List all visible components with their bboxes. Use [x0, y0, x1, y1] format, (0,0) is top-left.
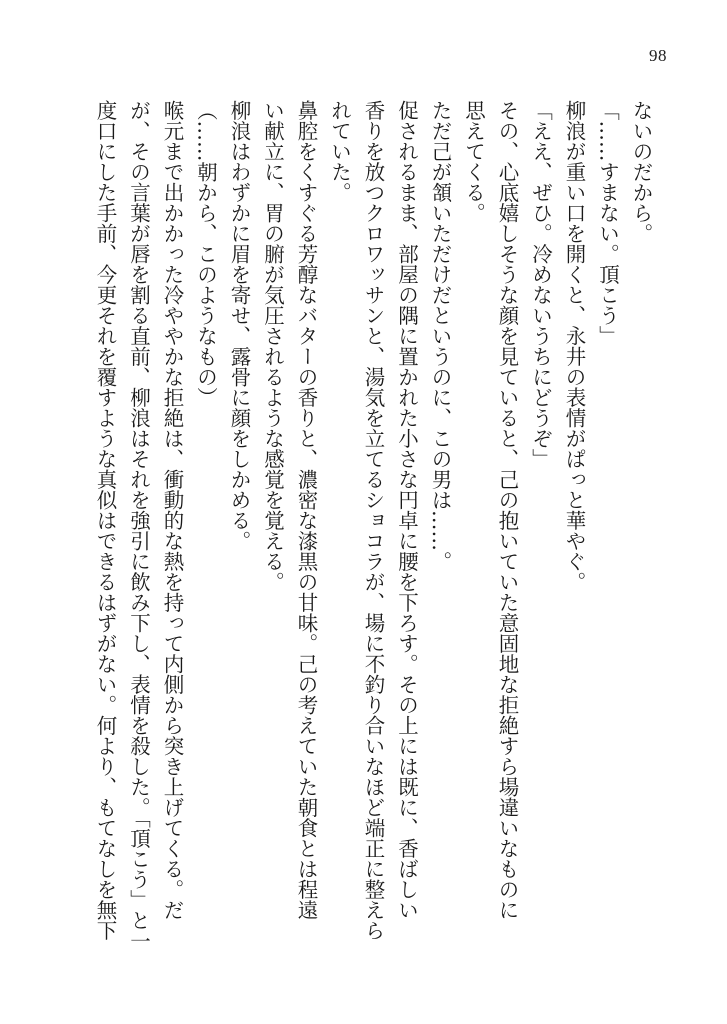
- text-line: 思えてくる。: [461, 100, 486, 223]
- text-line: 「……すまない。頂こう」: [595, 100, 620, 346]
- text-line: その、心底嬉しそうな顔を見ていると、己の抱いていた意固地な拒絶すら場違いなものに: [495, 100, 519, 920]
- text-line: （……朝から、このようなもの）: [193, 100, 218, 408]
- text-line: 柳浪はわずかに眉を寄せ、露骨に顔をしかめる。: [227, 100, 251, 551]
- text-line: ないのだから。: [629, 100, 653, 244]
- text-line: 促されるまま、部屋の隅に置かれた小さな円卓に腰を下ろす。その上には既に、香ばしい: [394, 100, 419, 920]
- page-number: 98: [649, 46, 667, 65]
- vertical-body-text: [57, 100, 657, 980]
- text-line: ただ己が頷いただけだというのに、この男は……。: [428, 100, 452, 572]
- text-line: れていた。: [327, 100, 352, 203]
- text-line: 鼻腔をくすぐる芳醇なバターの香りと、濃密な漆黒の甘味。己の考えていた朝食とは程遠: [294, 100, 318, 920]
- text-line: 喉元まで出かかった冷ややかな拒絶は、衝動的な熱を持って内側から突き上げてくる。だ: [160, 100, 184, 920]
- text-line: 柳浪が重い口を開くと、永井の表情がぱっと華やぐ。: [562, 100, 586, 592]
- text-line: 「ええ、ぜひ。冷めないうちにどうぞ」: [528, 100, 553, 469]
- text-line: 度口にした手前、今更それを覆すような真似はできるはずがない。何より、もてなしを無下: [93, 100, 117, 941]
- text-line: 香りを放つクロワッサンと、湯気を立てるショコラが、場に不釣り合いなほど端正に整えら: [361, 100, 385, 941]
- text-line: が、その言葉が唇を割る直前、柳浪はそれを強引に飲み下し、表情を殺した。「頂こう」と一: [126, 100, 151, 951]
- text-line: い献立に、胃の腑が気圧されるような感覚を覚える。: [260, 100, 285, 592]
